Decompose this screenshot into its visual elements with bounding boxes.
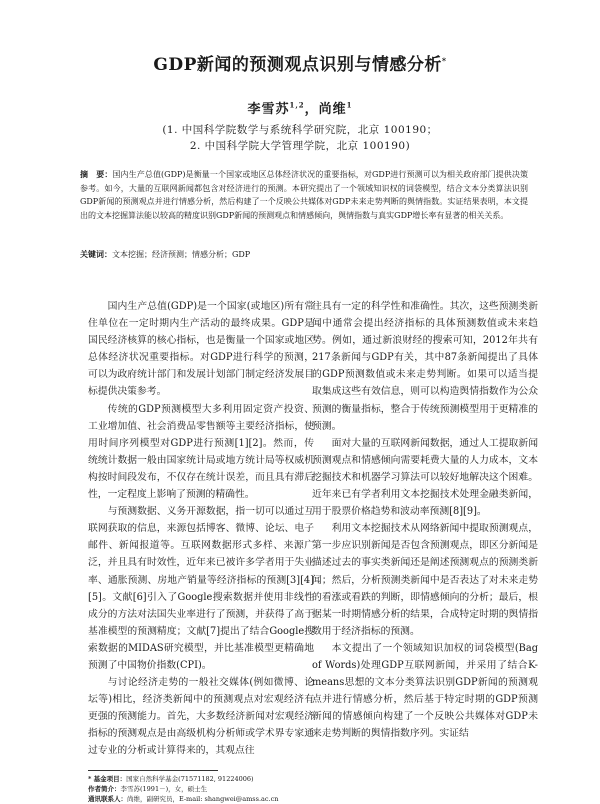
body-column-right — [312, 298, 538, 742]
footnote-author-bio — [88, 784, 528, 794]
abstract — [80, 168, 528, 222]
body-paragraph: 与讨论经济走势的一般社交媒体(例如微博、论坛等)相比，经济类新闻中的预测观点对宏观经济有更强的预测能力。首先，大多数经济新闻对宏观经济指标的预测观点是由高级机构分析师或学术界专家通过专业的分析或计算得来的，其观点往 — [88, 677, 314, 757]
body-paragraph: 与预测数据、义务开源数据，指一切可以通过互联网获取的信息，来源包括博客、微博、论坛、电子邮件、新闻报道等。互联网数据形式多样、来源广泛，并且具有时效性，近年来已被许多学者用于失业率、通胀预测、房地产销量等经济指标的预测[3][4][5]。文献[6]引入了Google搜索数据并使用非线性成分的方法对法国失业率进行了预测，并获得了高于基准模型的预测精度；文献[7]提出了结合Google搜索数据的MIDAS研究模型，并比基准模型更精确地预测了中国物价指数(CPI)。 — [88, 506, 314, 671]
paper-title — [0, 50, 600, 75]
body-paragraph: 国内生产总值(GDP)是一个国家(或地区)所有常住单位在一定时期内生产活动的最终成果。GDP是国民经济核算的核心指标，也是衡量一个国家或地区总体经济状况重要指标。对GDP进行科学的预测，可以为政府统计部门和发展计划部门制定经济发展目标提供决策参考。 — [88, 301, 314, 398]
footnote-text: 尚维，副研究员，E-mail: shangwei@amss.ac.cn — [127, 795, 279, 803]
body-column-left — [88, 298, 314, 760]
title-text: GDP新闻的预测观点识别与情感分析 — [153, 55, 442, 75]
body-paragraph: 传统的GDP预测模型大多利用固定资产投资、工业增加值、社会消费品零售额等主要经济指标，使用时间序列模型对GDP进行预测[1][2]。然而，传统统计数据一般由国家统计局或地方统计局等权威机构按时间段发布，不仅存在统计误差，而且具有滞后性，一定程度上影响了预测的精确性。 — [88, 403, 314, 501]
body-paragraph: 利用文本挖掘技术从网络新闻中提取预测观点，第一步应识别新闻是否包含预测观点，即区分新闻是描述过去的事实类新闻还是阐述预测观点的预测类新闻；然后，分析预测类新闻中是否表达了对未来走势的看涨或看跌的判断，即情感倾向的分析；最后，根据某一时期情感分析的结果，合成特定时期的舆情指数用于经济指标的预测。 — [312, 523, 538, 637]
abstract-label: 摘 要： — [80, 169, 113, 179]
author-1-affil: 1,2 — [289, 100, 305, 110]
affiliation-2: 2. 中国科学院大学管理学院，北京 100190) — [189, 140, 411, 152]
author-2: 尚维 — [318, 102, 347, 117]
keywords-text: 文本挖掘；经济预测；情感分析；GDP — [112, 250, 251, 259]
author-2-affil: 1 — [346, 100, 353, 110]
footnote-text: 国家自然科学基金(71571182, 91224006) — [126, 775, 254, 783]
body-paragraph: 面对大量的互联网新闻数据，通过人工提取新闻预测观点和情感倾向需要耗费大量的人力成本，文本挖掘技术和机器学习算法可以较好地解决这个困难。近年来已有学者利用文本挖掘技术处理金融类新闻，用于股票价格趋势和波动率预测[8][9]。 — [312, 437, 538, 518]
footnote-label: 通讯联系人： — [88, 795, 127, 803]
footnote-funding — [88, 774, 528, 784]
footnote-label: 作者简介： — [88, 785, 121, 793]
author-line — [0, 98, 600, 117]
author-1: 李雪苏 — [247, 102, 290, 117]
footnote-label: * 基金项目： — [88, 775, 127, 783]
affiliation-1: (1. 中国科学院数学与系统科学研究院，北京 100190； — [162, 124, 438, 136]
body-paragraph: 往具有一定的科学性和准确性。其次，这些预测类新闻中通常会提出经济指标的具体预测数值或未来趋势。例如，通过新浪财经的搜索可知，2012年共有217条新闻与GDP有关，其中87条新闻提出了具体的GDP预测数值或未来走势判断。如果可以适当提取集成这些有效信息，则可以构造舆情指数作为公众预测的衡量指标，整合于传统预测模型用于更精准的预测。 — [312, 301, 538, 432]
footnote-correspondence — [88, 794, 528, 804]
title-footnote-mark: * — [441, 55, 447, 66]
keywords — [80, 248, 528, 261]
abstract-text: 国内生产总值(GDP)是衡量一个国家或地区总体经济状况的重要指标，对GDP进行预测可以为相关政府部门提供决策参考。如今，大量的互联网新闻都包含对经济进行的预测。本研究提出了一个领域知识权的词袋模型，结合文本分类算法识别GDP新闻的预测观点并进行情感分析，然后构建了一个反映公共媒体对GDP未来走势判断的舆情指数。实证结果表明，本文提出的文本挖掘算法能以较高的精度识别GDP新闻的预测观点和情感倾向，舆情指数与真实GDP增长率有显著的相关关系。 — [80, 170, 528, 220]
keywords-label: 关键词： — [80, 249, 112, 259]
footnotes — [88, 774, 528, 804]
body-paragraph: 本文提出了一个领域知识加权的词袋模型(Bag of Words)处理GDP互联网新闻，并采用了结合K-means思想的文本分类算法识别GDP新闻的预测观点并进行情感分析，然后基于特定时期的GDP预测新闻的情感倾向构建了一个反映公共媒体对GDP未来走势判断的舆情指数序列。实证结 — [312, 642, 538, 740]
footnote-divider — [88, 770, 218, 771]
author-separator: ， — [304, 102, 319, 117]
footnote-text: 李雪苏(1991－)，女，硕士生 — [120, 785, 208, 793]
